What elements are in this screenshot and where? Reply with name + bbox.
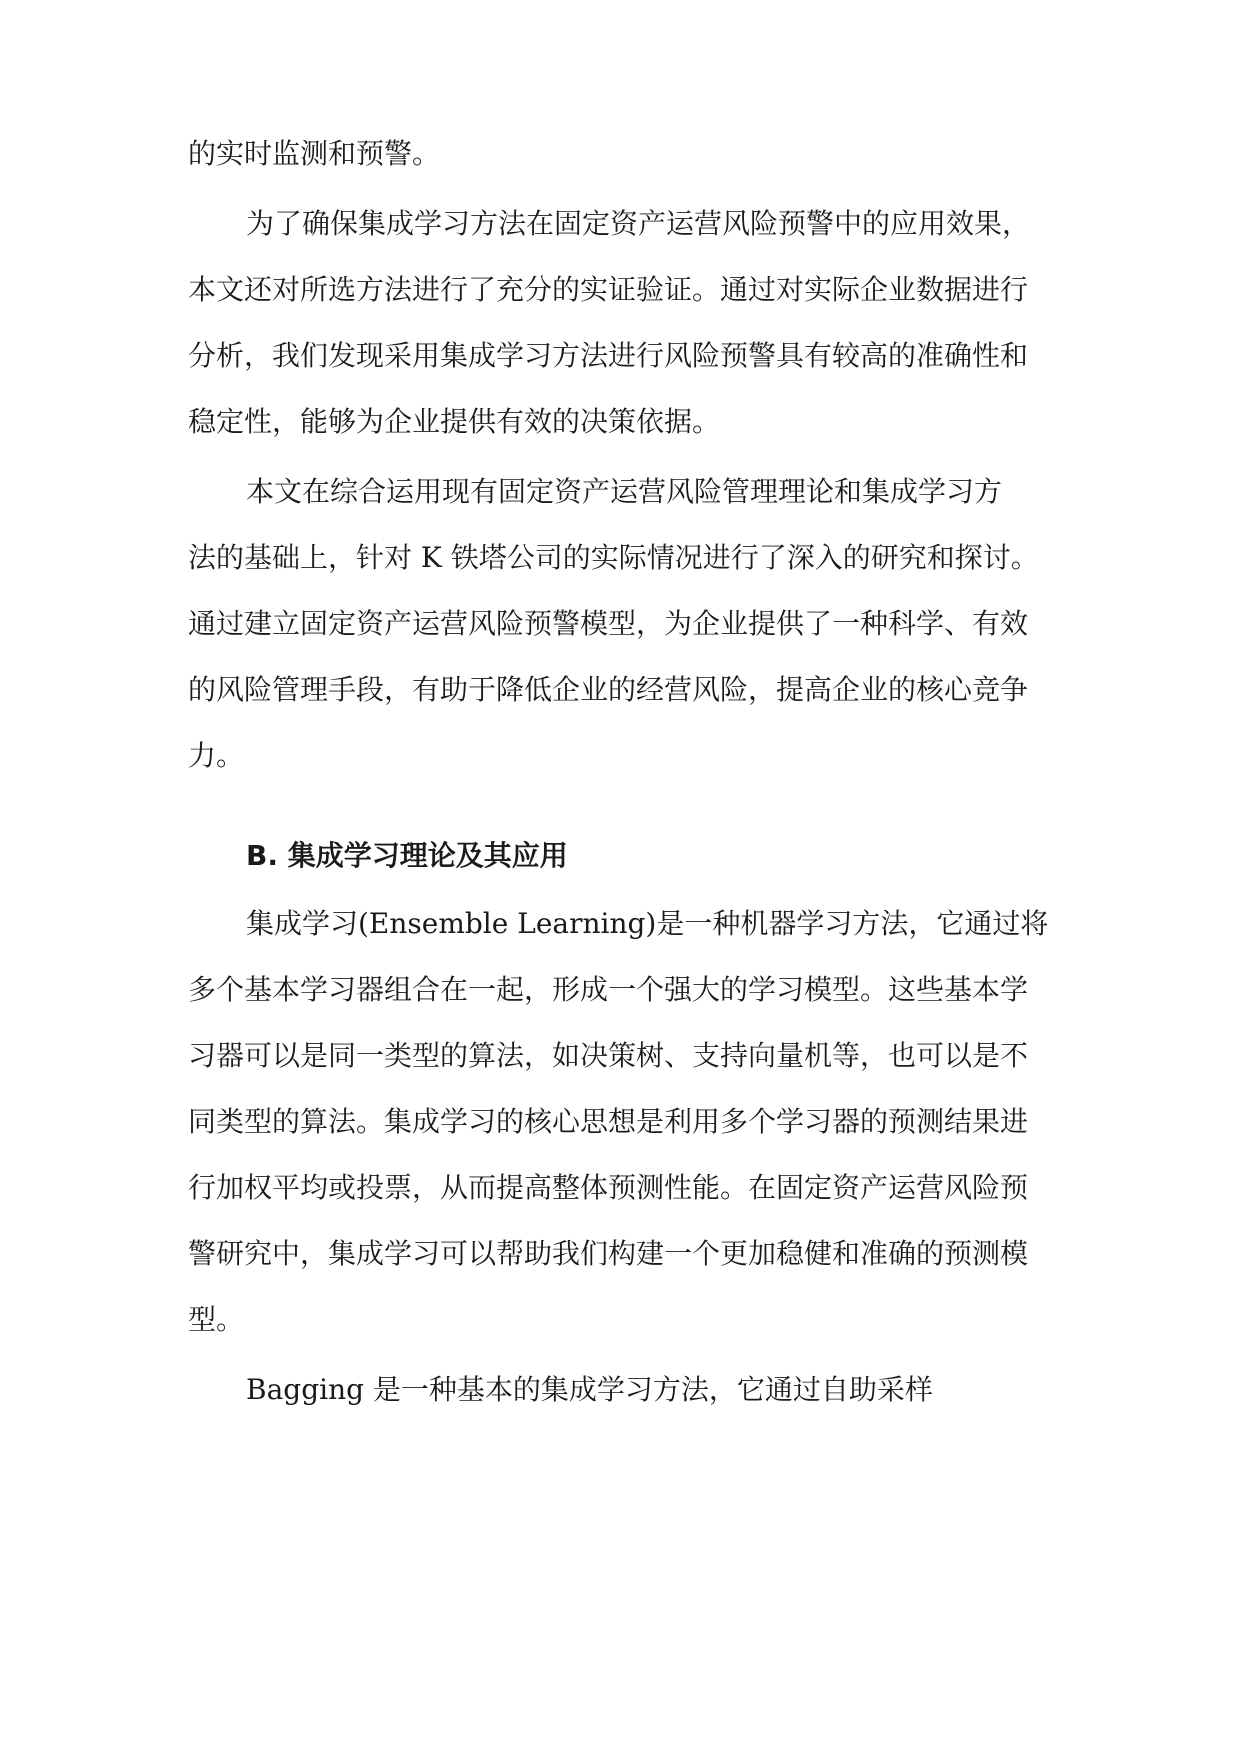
paragraph-line: 多个基本学习器组合在一起，形成一个强大的学习模型。这些基本学 (188, 973, 1029, 1006)
paragraph-line: 本文还对所选方法进行了充分的实证验证。通过对实际企业数据进行 (188, 273, 1029, 306)
paragraph-line: 稳定性，能够为企业提供有效的决策依据。 (188, 405, 721, 438)
paragraph-line: 力。 (188, 739, 245, 772)
paragraph-line: 行加权平均或投票，从而提高整体预测性能。在固定资产运营风险预 (188, 1171, 1029, 1204)
paragraph-line: 习器可以是同一类型的算法，如决策树、支持向量机等，也可以是不 (188, 1039, 1029, 1072)
paragraph-line: 同类型的算法。集成学习的核心思想是利用多个学习器的预测结果进 (188, 1105, 1029, 1138)
paragraph-line: 的风险管理手段，有助于降低企业的经营风险，提高企业的核心竞争 (188, 673, 1029, 706)
paragraph-line: 通过建立固定资产运营风险预警模型，为企业提供了一种科学、有效 (188, 607, 1029, 640)
paragraph-line: 分析，我们发现采用集成学习方法进行风险预警具有较高的准确性和 (188, 339, 1029, 372)
paragraph-line: 法的基础上，针对 K 铁塔公司的实际情况进行了深入的研究和探讨。 (188, 541, 1039, 574)
section-heading: B. 集成学习理论及其应用 (246, 839, 568, 872)
paragraph-line: Bagging 是一种基本的集成学习方法，它通过自助采样 (246, 1373, 933, 1406)
paragraph-line: 为了确保集成学习方法在固定资产运营风险预警中的应用效果， (246, 207, 1031, 240)
paragraph-line: 型。 (188, 1303, 245, 1336)
paragraph-line: 警研究中，集成学习可以帮助我们构建一个更加稳健和准确的预测模 (188, 1237, 1029, 1270)
paragraph-line: 的实时监测和预警。 (188, 137, 441, 170)
paragraph-line: 集成学习(Ensemble Learning)是一种机器学习方法，它通过将 (246, 907, 1049, 940)
paragraph-line: 本文在综合运用现有固定资产运营风险管理理论和集成学习方 (246, 475, 1003, 508)
